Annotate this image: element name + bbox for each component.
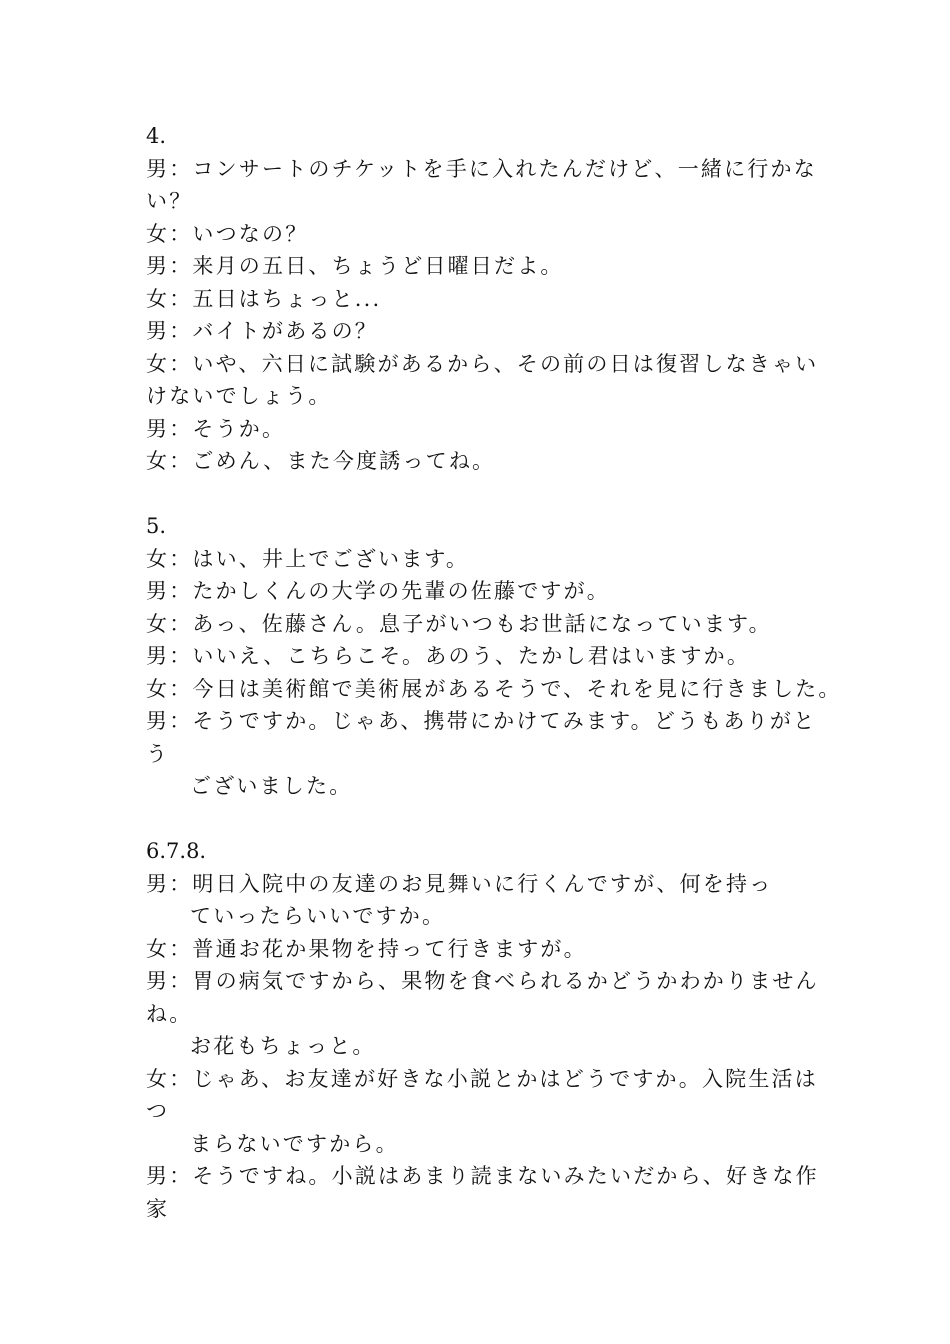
section-number: 5. <box>146 514 167 538</box>
dialogue-line: 女：はい、井上でございます。 <box>146 546 470 571</box>
dialogue-line: 女：じゃあ、お友達が好きな小説とかはどうですか。入院生活は <box>146 1066 818 1091</box>
dialogue-section <box>146 120 819 478</box>
dialogue-section <box>146 510 842 803</box>
dialogue-line: 女：普通お花か果物を持って行きますが。 <box>146 936 587 961</box>
dialogue-line: う <box>146 741 170 766</box>
dialogue-line: けないでしょう。 <box>146 384 332 408</box>
dialogue-line: 女：いつなの？ <box>146 221 309 246</box>
document-page <box>146 120 842 1225</box>
dialogue-line: 女：あっ、佐藤さん。息子がいつもお世話になっています。 <box>146 611 772 636</box>
dialogue-line: 男：バイトがあるの？ <box>146 319 378 343</box>
section-number: 4. <box>146 124 167 148</box>
dialogue-line: ね。 <box>146 1001 193 1026</box>
dialogue-line: 男：コンサートのチケットを手に入れたんだけど、一緒に行かな <box>146 156 817 181</box>
dialogue-line: つ <box>146 1099 170 1123</box>
dialogue-line: 男：そうですね。小説はあまり読まないみたいだから、好きな作 <box>146 1164 819 1188</box>
dialogue-line: 男：そうですか。じゃあ、携帯にかけてみます。どうもありがと <box>146 709 817 733</box>
dialogue-line: 男：たかしくんの大学の先輩の佐藤ですが。 <box>146 579 610 603</box>
dialogue-line: ていったらいいですか。 <box>190 904 446 928</box>
dialogue-line: 女：ごめん、また今度誘ってね。 <box>146 449 496 473</box>
dialogue-line: お花もちょっと。 <box>190 1034 376 1058</box>
dialogue-line: まらないですから。 <box>190 1131 399 1156</box>
dialogue-line: 男：いいえ、こちらこそ。あのう、たかし君はいますか。 <box>146 644 751 668</box>
dialogue-line: 女：五日はちょっと... <box>146 286 382 311</box>
dialogue-line: ございました。 <box>190 774 353 798</box>
dialogue-line: い？ <box>146 189 193 213</box>
dialogue-line: 男：そうか。 <box>146 416 286 441</box>
dialogue-line: 女：いや、六日に試験があるから、その前の日は復習しなきゃい <box>146 351 819 376</box>
dialogue-line: 女：今日は美術館で美術展があるそうで、それを見に行きました。 <box>146 676 842 701</box>
dialogue-line: 男：来月の五日、ちょうど日曜日だよ。 <box>146 254 564 278</box>
section-number: 6.7.8. <box>146 839 207 863</box>
dialogue-line: 男：明日入院中の友達のお見舞いに行くんですが、何を持っ <box>146 871 773 896</box>
dialogue-line: 家 <box>146 1196 170 1221</box>
dialogue-line: 男：胃の病気ですから、果物を食べられるかどうかわかりません <box>146 969 819 993</box>
section-gap <box>146 478 816 511</box>
dialogue-section <box>146 835 819 1225</box>
section-gap <box>146 803 816 836</box>
